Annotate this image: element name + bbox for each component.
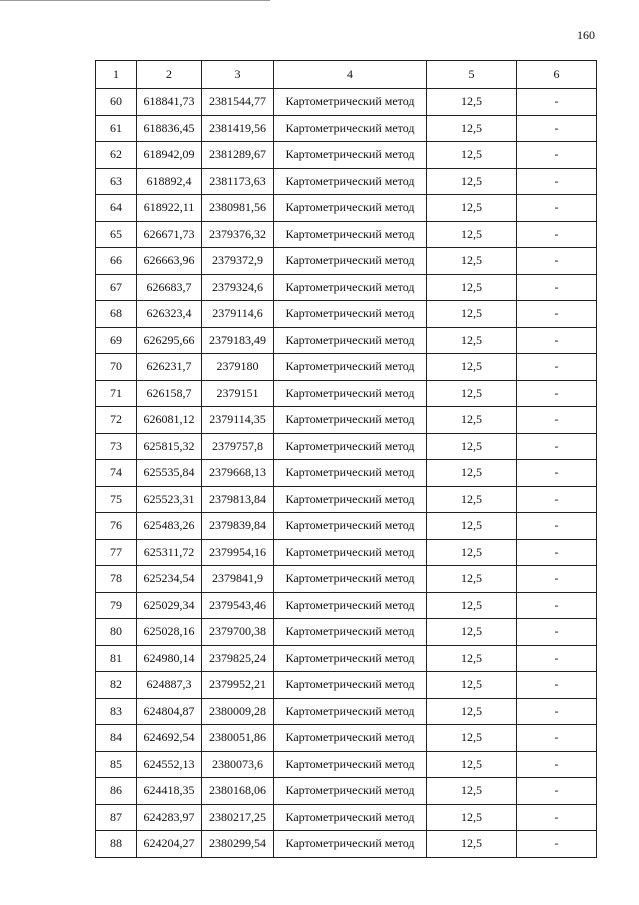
accuracy-cell: 12,5 [427, 645, 517, 672]
point-number-cell: 84 [96, 725, 137, 752]
method-cell: Картометрический метод [274, 831, 427, 858]
top-rule [0, 0, 270, 1]
accuracy-cell: 12,5 [427, 221, 517, 248]
table-row [96, 354, 597, 381]
table-row [96, 168, 597, 195]
y-coordinate-cell: 2379757,8 [202, 433, 274, 460]
note-cell: - [517, 778, 597, 805]
method-cell: Картометрический метод [274, 248, 427, 275]
point-number-cell: 78 [96, 566, 137, 593]
y-coordinate-cell: 2380051,86 [202, 725, 274, 752]
accuracy-cell: 12,5 [427, 672, 517, 699]
table-row [96, 142, 597, 169]
y-coordinate-cell: 2379700,38 [202, 619, 274, 646]
x-coordinate-cell: 625234,54 [137, 566, 202, 593]
note-cell: - [517, 407, 597, 434]
point-number-cell: 71 [96, 380, 137, 407]
method-cell: Картометрический метод [274, 89, 427, 116]
note-cell: - [517, 725, 597, 752]
note-cell: - [517, 142, 597, 169]
y-coordinate-cell: 2379151 [202, 380, 274, 407]
y-coordinate-cell: 2381173,63 [202, 168, 274, 195]
method-cell: Картометрический метод [274, 433, 427, 460]
method-cell: Картометрический метод [274, 672, 427, 699]
header-cell-2: 2 [137, 61, 202, 89]
accuracy-cell: 12,5 [427, 751, 517, 778]
note-cell: - [517, 354, 597, 381]
point-number-cell: 69 [96, 327, 137, 354]
accuracy-cell: 12,5 [427, 539, 517, 566]
accuracy-cell: 12,5 [427, 804, 517, 831]
note-cell: - [517, 274, 597, 301]
x-coordinate-cell: 624204,27 [137, 831, 202, 858]
table-row [96, 725, 597, 752]
table-row [96, 221, 597, 248]
table-row [96, 301, 597, 328]
point-number-cell: 62 [96, 142, 137, 169]
note-cell: - [517, 380, 597, 407]
point-number-cell: 72 [96, 407, 137, 434]
note-cell: - [517, 248, 597, 275]
y-coordinate-cell: 2380981,56 [202, 195, 274, 222]
method-cell: Картометрический метод [274, 645, 427, 672]
point-number-cell: 68 [96, 301, 137, 328]
x-coordinate-cell: 624804,87 [137, 698, 202, 725]
y-coordinate-cell: 2379668,13 [202, 460, 274, 487]
point-number-cell: 65 [96, 221, 137, 248]
note-cell: - [517, 115, 597, 142]
x-coordinate-cell: 618942,09 [137, 142, 202, 169]
note-cell: - [517, 221, 597, 248]
point-number-cell: 74 [96, 460, 137, 487]
accuracy-cell: 12,5 [427, 778, 517, 805]
table-row [96, 486, 597, 513]
point-number-cell: 82 [96, 672, 137, 699]
point-number-cell: 76 [96, 513, 137, 540]
method-cell: Картометрический метод [274, 274, 427, 301]
x-coordinate-cell: 618892,4 [137, 168, 202, 195]
note-cell: - [517, 566, 597, 593]
x-coordinate-cell: 624283,97 [137, 804, 202, 831]
y-coordinate-cell: 2381544,77 [202, 89, 274, 116]
accuracy-cell: 12,5 [427, 354, 517, 381]
table-row [96, 195, 597, 222]
point-number-cell: 67 [96, 274, 137, 301]
method-cell: Картометрический метод [274, 407, 427, 434]
note-cell: - [517, 89, 597, 116]
y-coordinate-cell: 2380168,06 [202, 778, 274, 805]
method-cell: Картометрический метод [274, 725, 427, 752]
accuracy-cell: 12,5 [427, 327, 517, 354]
note-cell: - [517, 539, 597, 566]
table-row [96, 380, 597, 407]
accuracy-cell: 12,5 [427, 513, 517, 540]
method-cell: Картометрический метод [274, 804, 427, 831]
x-coordinate-cell: 625483,26 [137, 513, 202, 540]
x-coordinate-cell: 626323,4 [137, 301, 202, 328]
method-cell: Картометрический метод [274, 221, 427, 248]
note-cell: - [517, 751, 597, 778]
point-number-cell: 80 [96, 619, 137, 646]
y-coordinate-cell: 2379114,35 [202, 407, 274, 434]
note-cell: - [517, 645, 597, 672]
point-number-cell: 88 [96, 831, 137, 858]
header-cell-6: 6 [517, 61, 597, 89]
y-coordinate-cell: 2380217,25 [202, 804, 274, 831]
table-row [96, 751, 597, 778]
y-coordinate-cell: 2381289,67 [202, 142, 274, 169]
accuracy-cell: 12,5 [427, 168, 517, 195]
point-number-cell: 79 [96, 592, 137, 619]
x-coordinate-cell: 618922,11 [137, 195, 202, 222]
table-row [96, 115, 597, 142]
note-cell: - [517, 460, 597, 487]
y-coordinate-cell: 2380073,6 [202, 751, 274, 778]
note-cell: - [517, 433, 597, 460]
x-coordinate-cell: 625523,31 [137, 486, 202, 513]
y-coordinate-cell: 2379841,9 [202, 566, 274, 593]
note-cell: - [517, 301, 597, 328]
header-cell-4: 4 [274, 61, 427, 89]
method-cell: Картометрический метод [274, 592, 427, 619]
y-coordinate-cell: 2379114,6 [202, 301, 274, 328]
table-body [96, 89, 597, 858]
point-number-cell: 63 [96, 168, 137, 195]
x-coordinate-cell: 626663,96 [137, 248, 202, 275]
method-cell: Картометрический метод [274, 513, 427, 540]
accuracy-cell: 12,5 [427, 248, 517, 275]
point-number-cell: 73 [96, 433, 137, 460]
point-number-cell: 64 [96, 195, 137, 222]
x-coordinate-cell: 618836,45 [137, 115, 202, 142]
accuracy-cell: 12,5 [427, 619, 517, 646]
method-cell: Картометрический метод [274, 566, 427, 593]
note-cell: - [517, 513, 597, 540]
y-coordinate-cell: 2380009,28 [202, 698, 274, 725]
accuracy-cell: 12,5 [427, 698, 517, 725]
accuracy-cell: 12,5 [427, 831, 517, 858]
y-coordinate-cell: 2379839,84 [202, 513, 274, 540]
y-coordinate-cell: 2379954,16 [202, 539, 274, 566]
point-number-cell: 66 [96, 248, 137, 275]
point-number-cell: 85 [96, 751, 137, 778]
x-coordinate-cell: 624980,14 [137, 645, 202, 672]
y-coordinate-cell: 2379825,24 [202, 645, 274, 672]
table-row [96, 433, 597, 460]
point-number-cell: 60 [96, 89, 137, 116]
accuracy-cell: 12,5 [427, 301, 517, 328]
header-cell-1: 1 [96, 61, 137, 89]
table-row [96, 327, 597, 354]
table-row [96, 672, 597, 699]
x-coordinate-cell: 625815,32 [137, 433, 202, 460]
y-coordinate-cell: 2379372,9 [202, 248, 274, 275]
table-row [96, 89, 597, 116]
method-cell: Картометрический метод [274, 778, 427, 805]
point-number-cell: 87 [96, 804, 137, 831]
point-number-cell: 75 [96, 486, 137, 513]
accuracy-cell: 12,5 [427, 407, 517, 434]
table-row [96, 274, 597, 301]
method-cell: Картометрический метод [274, 380, 427, 407]
x-coordinate-cell: 618841,73 [137, 89, 202, 116]
table-row [96, 645, 597, 672]
method-cell: Картометрический метод [274, 698, 427, 725]
accuracy-cell: 12,5 [427, 486, 517, 513]
point-number-cell: 70 [96, 354, 137, 381]
y-coordinate-cell: 2379813,84 [202, 486, 274, 513]
x-coordinate-cell: 626683,7 [137, 274, 202, 301]
x-coordinate-cell: 626231,7 [137, 354, 202, 381]
header-cell-3: 3 [202, 61, 274, 89]
table-row [96, 778, 597, 805]
point-number-cell: 81 [96, 645, 137, 672]
x-coordinate-cell: 626081,12 [137, 407, 202, 434]
accuracy-cell: 12,5 [427, 274, 517, 301]
table-row [96, 539, 597, 566]
note-cell: - [517, 195, 597, 222]
x-coordinate-cell: 625535,84 [137, 460, 202, 487]
table-row [96, 831, 597, 858]
accuracy-cell: 12,5 [427, 460, 517, 487]
coordinates-table [95, 60, 597, 858]
accuracy-cell: 12,5 [427, 725, 517, 752]
table-row [96, 804, 597, 831]
method-cell: Картометрический метод [274, 168, 427, 195]
table-row [96, 566, 597, 593]
header-cell-5: 5 [427, 61, 517, 89]
y-coordinate-cell: 2379952,21 [202, 672, 274, 699]
method-cell: Картометрический метод [274, 539, 427, 566]
accuracy-cell: 12,5 [427, 115, 517, 142]
note-cell: - [517, 592, 597, 619]
point-number-cell: 86 [96, 778, 137, 805]
method-cell: Картометрический метод [274, 460, 427, 487]
table-row [96, 248, 597, 275]
note-cell: - [517, 619, 597, 646]
accuracy-cell: 12,5 [427, 142, 517, 169]
page-number: 160 [577, 28, 595, 42]
y-coordinate-cell: 2379324,6 [202, 274, 274, 301]
method-cell: Картометрический метод [274, 486, 427, 513]
x-coordinate-cell: 626158,7 [137, 380, 202, 407]
table-row [96, 619, 597, 646]
table-row [96, 513, 597, 540]
x-coordinate-cell: 624552,13 [137, 751, 202, 778]
point-number-cell: 77 [96, 539, 137, 566]
table-row [96, 407, 597, 434]
note-cell: - [517, 831, 597, 858]
y-coordinate-cell: 2379183,49 [202, 327, 274, 354]
y-coordinate-cell: 2380299,54 [202, 831, 274, 858]
table-row [96, 592, 597, 619]
note-cell: - [517, 327, 597, 354]
method-cell: Картометрический метод [274, 301, 427, 328]
x-coordinate-cell: 625029,34 [137, 592, 202, 619]
accuracy-cell: 12,5 [427, 433, 517, 460]
method-cell: Картометрический метод [274, 751, 427, 778]
note-cell: - [517, 698, 597, 725]
method-cell: Картометрический метод [274, 142, 427, 169]
y-coordinate-cell: 2381419,56 [202, 115, 274, 142]
accuracy-cell: 12,5 [427, 592, 517, 619]
note-cell: - [517, 672, 597, 699]
point-number-cell: 83 [96, 698, 137, 725]
accuracy-cell: 12,5 [427, 89, 517, 116]
y-coordinate-cell: 2379180 [202, 354, 274, 381]
note-cell: - [517, 486, 597, 513]
note-cell: - [517, 168, 597, 195]
x-coordinate-cell: 624887,3 [137, 672, 202, 699]
x-coordinate-cell: 624418,35 [137, 778, 202, 805]
method-cell: Картометрический метод [274, 327, 427, 354]
x-coordinate-cell: 625311,72 [137, 539, 202, 566]
x-coordinate-cell: 624692,54 [137, 725, 202, 752]
method-cell: Картометрический метод [274, 115, 427, 142]
accuracy-cell: 12,5 [427, 380, 517, 407]
table-header-row [96, 61, 597, 89]
method-cell: Картометрический метод [274, 195, 427, 222]
x-coordinate-cell: 626295,66 [137, 327, 202, 354]
table-row [96, 460, 597, 487]
note-cell: - [517, 804, 597, 831]
method-cell: Картометрический метод [274, 619, 427, 646]
y-coordinate-cell: 2379376,32 [202, 221, 274, 248]
x-coordinate-cell: 625028,16 [137, 619, 202, 646]
y-coordinate-cell: 2379543,46 [202, 592, 274, 619]
accuracy-cell: 12,5 [427, 195, 517, 222]
table-row [96, 698, 597, 725]
accuracy-cell: 12,5 [427, 566, 517, 593]
x-coordinate-cell: 626671,73 [137, 221, 202, 248]
point-number-cell: 61 [96, 115, 137, 142]
method-cell: Картометрический метод [274, 354, 427, 381]
